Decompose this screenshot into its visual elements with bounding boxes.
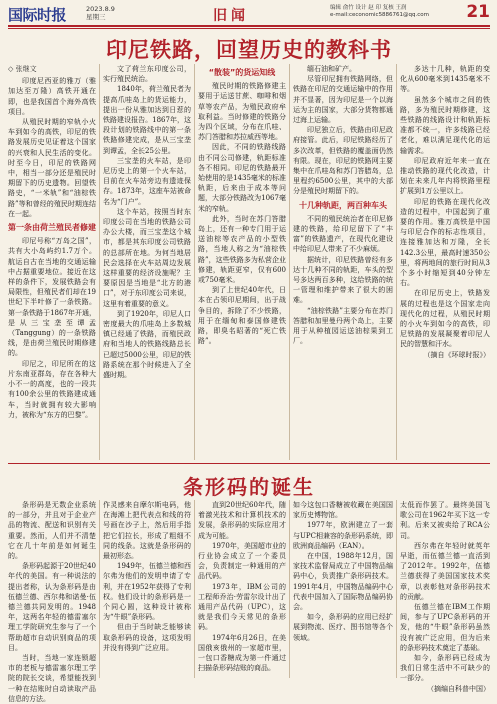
paragraph: 1949年，伍德兰德和西尔弗为他们的发明申请了专利，并在1952年获得了专利权。他们设计的条形码是一个同心圆，这种设计被称为“牛眼”条形码。 <box>103 562 191 622</box>
paragraph: 条形码是无数企业系统的一部分，并且对于企业产品的物流、配送和识别有关重要。然而，人们并不清楚它在几十年前是如何诞生的。 <box>8 501 96 561</box>
article1-subhead-1: 第一条由荷兰殖民者修建 <box>8 223 96 233</box>
paragraph: 1977年，欧洲建立了一套与UPC相兼容的条形码系统，即欧洲商品编码（EAN）。 <box>293 521 393 550</box>
paragraph: 在中国，1988年12月，国家技术监督局成立了中国物品编码中心，负责推广条形码技术。1991年4月，中国物品编码中心代表中国加入了国际物品编码协会。 <box>293 552 393 612</box>
paragraph: 此外，当时在苏门答腊岛上，还有一种专门用于运送油棕等农产品的小型铁路，当地人称之为“油棕铁路”，这些铁路多为私营企业修建，轨距更窄，仅有600或750毫米。 <box>198 214 286 285</box>
article1-column-2 <box>103 64 191 460</box>
paragraph: 据统计，印尼铁路曾经有多达十几种不同的轨距，车头的型号多达两百多种，这给铁路的统一管理和维护带来了很大的困难。 <box>293 255 393 305</box>
issue-date <box>86 5 115 21</box>
paragraph: 不同的殖民统治者在印尼修建的铁路，给印尼留下了“丰富”的铁路遗产，在现代化建设中给印尼人带来了不少麻烦。 <box>293 214 393 254</box>
paragraph: 多达十几种，轨距的变化从600毫米到1435毫米不等。 <box>400 65 490 94</box>
article2-headline: 条形码的诞生 <box>183 475 315 499</box>
masthead <box>8 4 490 24</box>
article2-credit: （摘编自科普中国） <box>427 684 490 693</box>
editor-credits: 编辑 俞竹 设计 赵 印 复核 王润 <box>330 5 407 11</box>
paragraph: 如今，条形码已经成为我们日常生活中不可缺少的一部分。 <box>400 654 490 683</box>
paragraph: 到了1920年，印尼人口密度最大的爪哇岛上多数城镇已经通了铁路，而殖民政府和当地人的铁路线路总长已超过5000公里，印尼的铁路系统在那个时候进入了全盛时期。 <box>103 309 191 380</box>
column-divider <box>289 64 290 460</box>
paragraph: 印尼号称“万岛之国”，共有大小岛屿约1.7万个。航运自古在当地的交通运输中占据重要地位。接近在这样的条件下，发展铁路会有局限性，但殖民者们却在19世纪下半叶修了一条铁路。第一条铁路于1867年开通，是从三宝垄至谭孟（Tanggung）的一条铁路线，是由荷兰殖民时期修建的。 <box>8 237 96 358</box>
article2-column-2 <box>103 500 191 678</box>
paragraph: 尽管印尼拥有铁路网络，但铁路在印尼的交通运输中的作用并不显著，因为印尼是一个以海运为主的国家，大部分货物都通过海上运输。 <box>293 75 393 125</box>
paragraph: 当时，当地一家连锁超市的老板与德雷塞尔理工学院的院长交谈，希望能找到一种在结账时自动读取产品信息的方法。 <box>8 654 96 703</box>
article2-column-4 <box>293 500 393 678</box>
column-divider <box>194 500 195 678</box>
section-title: 旧闻 <box>213 8 249 24</box>
paragraph: 印尼独立后，铁路由印尼政府接管。此后，印尼铁路经历了多次改革，但铁路的覆盖面仍然有限。现在，印尼的铁路网主要集中在爪哇岛和苏门答腊岛，总里程约6500公里，其中的大部分是殖民时期留下的。 <box>293 126 393 196</box>
paragraph: 但由于当时缺乏能够读取条形码的设备，这项发明并没有得到广泛应用。 <box>103 623 191 652</box>
paragraph: 虽然多个城市之间的铁路，多为殖民时期修建，这些铁路的线路设计和轨距标准都不统一，许多线路已经老化，难以满足现代化的运输需求。 <box>400 95 490 155</box>
paragraph: 缅石油和矿产。 <box>307 65 356 73</box>
column-divider <box>396 500 397 678</box>
article1-column-3 <box>198 64 286 460</box>
date-line: 2023.8.9 <box>86 5 115 13</box>
masthead-rule <box>8 25 490 27</box>
article2-column-5 <box>400 500 490 693</box>
article1-column-5 <box>400 64 490 460</box>
article-divider <box>8 463 490 464</box>
paragraph: 如今这包口香糖被收藏在美国国家历史博物馆。 <box>293 501 393 520</box>
paragraph: 1970年，美国超市业的行业协会成立了一个委员会，负责制定一种通用的产品代码。 <box>198 541 286 581</box>
paragraph: 1973年，IBM公司的工程师乔治·劳雷尔设计出了通用产品代码（UPC），这就是我们今天常见的条形码。 <box>198 582 286 632</box>
editor-info <box>330 5 429 19</box>
paragraph: “油棕铁路”主要分布在苏门答腊和加里曼丹两个岛上，主要用于从种植园运送油棕果到工厂。 <box>293 306 393 346</box>
paragraph: 文了荷兰东印度公司，实行殖民统治。 <box>103 65 191 84</box>
article1-byline: ◇ 张继文 <box>8 65 37 73</box>
paragraph: 1974年6月26日，在美国俄亥俄州的一家超市里，一包口香糖成为第一件通过扫描条形码结账的商品。 <box>198 633 286 673</box>
article1-column-1 <box>8 64 96 460</box>
column-divider <box>99 64 100 460</box>
paragraph: 这个车站，按照当时东印度公司在当地的铁路公司办公大楼，而三宝垄这个城市，都是其东印度公司铁路的总部所在地。为何当地居民会选择在火车站周边发展这样重要的经济设施呢？主要原因是当地是“北方的港口”，对于东印度公司来说，这里有着重要的意义。 <box>103 207 191 308</box>
paragraph: 殖民时期的铁路修建主要用于运送甘蔗、咖啡和烟草等农产品，为殖民政府牟取利益。当时修建的铁路分为四个区域，分布在爪哇、苏门答腊和苏拉威西等地。 <box>198 82 286 142</box>
paragraph: 如今，条形码的应用已经扩展到物流、医疗、图书馆等各个领域。 <box>293 613 393 642</box>
paragraph: 伍德兰德在IBM工作期间，参与了UPC条形码的开发，他的“牛眼”条形码虽然没有被广泛应用，但为后来的条形码技术奠定了基础。 <box>400 603 490 652</box>
paragraph: 印尼之，印尼所在的这片东南亚群岛，存在各种大小不一的高度，也的一段共有100余公里的铁路建成通车，当时就拥有较大影响力，被称为“东方的巴黎”。 <box>8 359 96 419</box>
paragraph: 西尔弗在年轻时就英年早逝，而伍德兰德一直活到了2012年。1992年，伍德兰德获得了美国国家技术奖章，以表彰他对条形码技术的贡献。 <box>400 541 490 601</box>
article2-column-1 <box>8 500 96 703</box>
paragraph: 太低而作罢了。最终美国飞歌公司在1962年买下这一专利。后来又被卖给了RCA公司。 <box>400 501 490 540</box>
paragraph: 印尼的铁路在现代化改造的过程中，中国起到了重要的作用。雅万高铁是中国与印尼合作的标志性项目，连接雅加达和万隆，全长142.3公里，最高时速350公里，将两地间的旅行时间从3个多小时缩短到40分钟左右。 <box>400 197 490 288</box>
article1-credit: （摘自《环球时报》） <box>423 350 490 359</box>
paragraph: 因此，不同的铁路线路由不同公司修建，轨距标准各不相同。印尼的铁路最开始使用的是1435毫米的标准轨距，后来由于成本等问题，大部分铁路改为1067毫米的窄轨。 <box>198 143 286 213</box>
paragraph: 直到20世纪60年代，随着激光技术和计算机技术的发展，条形码的实际应用才成为可能。 <box>198 501 286 540</box>
weekday-line: 星期三 <box>86 13 106 21</box>
paragraph: 条形码起源于20世纪40年代的美国。有一种说法的提出者称，认为条形码是由伍德兰德、西尔弗和诺曼·伍德兰德共同发明的。1948年，这两名年轻的德雷塞尔理工学院研究生参与了一个帮助超市自动识别商品的项目。 <box>8 562 96 652</box>
paragraph: 到了上世纪40年代，日本在占领印尼期间，出于战争目的，拆除了不少铁路，用于在缅甸和泰国修建铁路，即臭名昭著的“死亡铁路”。 <box>198 286 286 346</box>
page-number: 21 <box>466 2 490 22</box>
paragraph: 在印尼历史上，铁路发展的过程也是这个国家走向现代化的过程，从殖民时期的小火车到如今的高铁，印尼铁路的发展凝聚着印尼人民的智慧和汗水。 <box>400 289 490 349</box>
editor-email: e-mail:ceconomic5886761@qq.com <box>330 12 430 18</box>
article1-column-4 <box>293 64 393 460</box>
column-divider <box>289 500 290 678</box>
paragraph: 印度尼西亚的雅万（雅加达至万隆）高铁开通在即，也是我国首个海外高铁项目。 <box>8 77 96 116</box>
paragraph: 作灵感来自摩尔斯电码，他在海滩上把代表点和线的符号画在沙子上，然后用手指把它们拉长，形成了粗细不同的线条。这就是条形码的最初形态。 <box>103 501 191 561</box>
article2-column-3 <box>198 500 286 678</box>
paragraph: 印尼政府近年来一直在推动铁路的现代化改造，计划在未来几年内将铁路里程扩展到1万公里以上。 <box>400 156 490 196</box>
paragraph: 三宝垄的火车站，是印尼历史上的第一个火车站，目前在火车站旁边有遗迹保存。1873年，这座车站被命名为“门户”。 <box>103 156 191 206</box>
column-divider <box>396 64 397 460</box>
paragraph: 从殖民时期的窄轨小火车到如今的高铁，印尼的铁路发展历史见证着这个国家的兴衰和人民生活的变化。时至今日，印尼的铁路网中，相当一部分还是殖民时期留下的历史遗物。回望铁路史，“一米轨”和“油棕铁路”等和曾经的殖民时期连结在一起。 <box>8 118 96 218</box>
article1-subhead-2: “散装”的货运知线 <box>208 68 276 77</box>
newspaper-logo: 国际时报 <box>8 6 67 24</box>
column-divider <box>99 500 100 678</box>
article1-subhead-3: 十几种轨距，两百种车头 <box>299 200 387 210</box>
column-divider <box>194 64 195 460</box>
article1-headline: 印尼铁路，回望历史的教科书 <box>106 38 392 62</box>
masthead-rule-thin <box>8 28 490 29</box>
paragraph: 1840年，荷兰殖民者为提高爪哇岛上的货运能力，提出一份从雅加达到日惹的铁路建设报告。1867年，这段计划的铁路线中的第一条铁路修建完成，是从三宝垄到谭孟，全长25公里。 <box>103 85 191 155</box>
